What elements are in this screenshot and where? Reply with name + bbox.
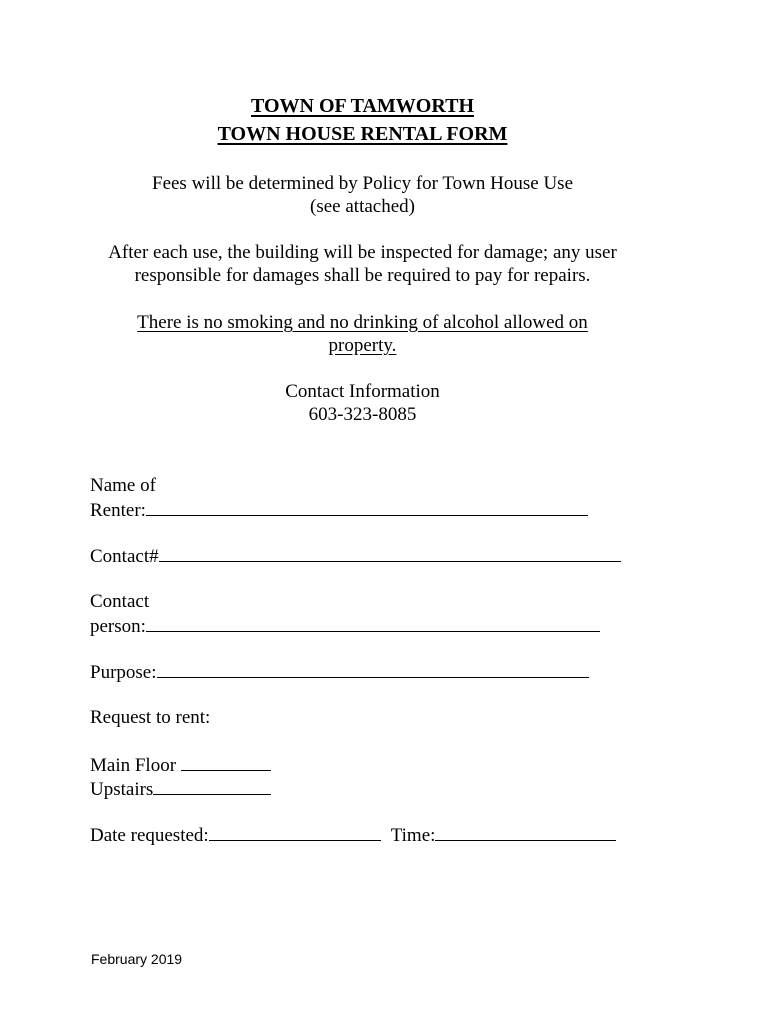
contact-phone: 603-323-8085 <box>308 404 417 425</box>
form-title: TOWN HOUSE RENTAL FORM <box>217 123 508 145</box>
upstairs-label: Upstairs <box>90 779 154 800</box>
contact-person-row <box>90 614 600 638</box>
date-requested-field[interactable] <box>209 823 381 841</box>
document-title: TOWN OF TAMWORTH <box>250 95 475 117</box>
upstairs-row <box>90 777 271 801</box>
renter-name-label: Name of <box>90 475 156 496</box>
time-label: Time: <box>390 825 436 846</box>
renter-name-field[interactable] <box>146 498 588 516</box>
renter-name-label-continued: Renter: <box>90 500 146 521</box>
fees-text: Fees will be determined by Policy for Town House Use <box>152 173 573 194</box>
purpose-row <box>90 660 589 684</box>
request-to-rent-label: Request to rent: <box>90 707 211 728</box>
purpose-field[interactable] <box>157 660 589 678</box>
no-smoking-notice-continued: property. <box>328 335 397 356</box>
contact-person-label-continued: person: <box>90 616 146 637</box>
date-time-row <box>90 823 616 847</box>
damage-text: After each use, the building will be inspected for damage; any user <box>108 242 617 263</box>
contact-number-row <box>90 544 621 568</box>
renter-name-row <box>90 498 588 522</box>
purpose-label: Purpose: <box>90 662 157 683</box>
fees-note: (see attached) <box>310 196 415 217</box>
damage-text-continued: responsible for damages shall be required to pay for repairs. <box>134 265 591 286</box>
time-field[interactable] <box>435 823 616 841</box>
contact-number-field[interactable] <box>159 544 621 562</box>
no-smoking-notice: There is no smoking and no drinking of alcohol allowed on <box>137 312 588 333</box>
main-floor-field[interactable] <box>181 753 271 771</box>
contact-number-label: Contact# <box>90 546 159 567</box>
contact-person-field[interactable] <box>146 614 600 632</box>
contact-heading: Contact Information <box>285 381 440 402</box>
upstairs-field[interactable] <box>153 777 271 795</box>
main-floor-label: Main Floor <box>90 755 181 776</box>
date-requested-label: Date requested: <box>90 825 209 846</box>
contact-person-label: Contact <box>90 591 150 612</box>
main-floor-row <box>90 753 271 777</box>
footer-date: February 2019 <box>91 951 183 967</box>
